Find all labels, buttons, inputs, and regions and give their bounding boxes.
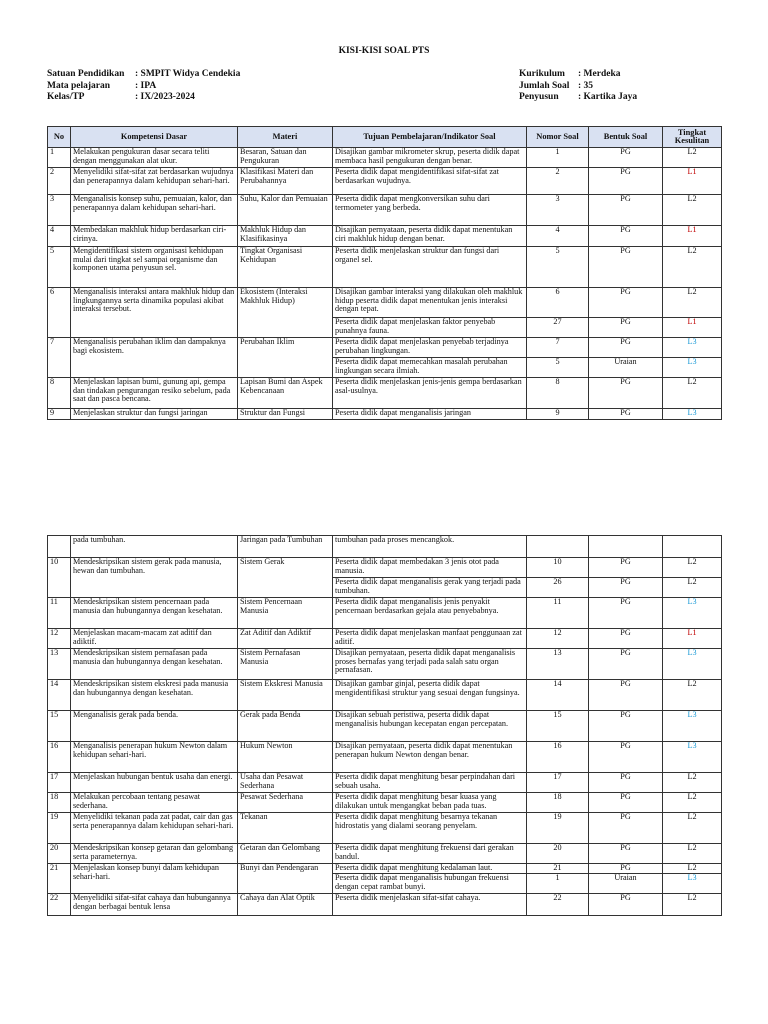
row-number: 3	[48, 195, 71, 226]
materi-cell: Ekosistem (Interaksi Makhluk Hidup)	[238, 288, 333, 338]
info-label: Mata pelajaran	[47, 80, 111, 91]
tingkat-kesulitan-cell: L2	[663, 247, 722, 288]
kisi-table-page-2	[47, 535, 722, 916]
header-materi: Materi	[238, 127, 333, 148]
tingkat-kesulitan-cell: L1	[663, 168, 722, 195]
tingkat-kesulitan-cell: L3	[663, 649, 722, 680]
table-row	[48, 195, 722, 226]
bentuk-soal-cell: PG	[589, 793, 663, 813]
tujuan-cell: Peserta didik dapat menghitung besar perpindahan dari sebuah usaha.	[333, 773, 527, 793]
header-kompetensi-dasar: Kompetensi Dasar	[71, 127, 238, 148]
tujuan-cell: Peserta didik dapat menjelaskan penyebab terjadinya perubahan lingkungan.	[333, 338, 527, 358]
table-row	[48, 793, 722, 813]
materi-cell: Lapisan Bumi dan Aspek Kebencanaan	[238, 378, 333, 409]
table-body	[48, 536, 722, 916]
row-number: 2	[48, 168, 71, 195]
materi-cell: Sistem Pernafasan Manusia	[238, 649, 333, 680]
bentuk-soal-cell: PG	[589, 742, 663, 773]
tingkat-kesulitan-cell: L3	[663, 598, 722, 629]
info-label: Satuan Pendidikan	[47, 69, 125, 79]
tujuan-cell: Peserta didik dapat memecahkan masalah perubahan lingkungan secara ilmiah.	[333, 358, 527, 378]
tingkat-kesulitan-cell: L2	[663, 844, 722, 864]
materi-cell: Perubahan Iklim	[238, 338, 333, 378]
tujuan-cell: Disajikan pernyataan, peserta didik dapat menentukan ciri makhluk hidup dengan benar.	[333, 226, 527, 247]
materi-cell: Bunyi dan Pendengaran	[238, 864, 333, 894]
bentuk-soal-cell: PG	[589, 680, 663, 711]
kompetensi-dasar-cell: Mendeskripsikan sistem pernafasan pada manusia dan hubungannya dengan kesehatan.	[71, 649, 238, 680]
table-header-row	[48, 127, 722, 148]
table-row	[48, 148, 722, 168]
row-number: 21	[48, 864, 71, 894]
kompetensi-dasar-cell: Mendeskripsikan sistem gerak pada manusia, hewan dan tumbuhan.	[71, 558, 238, 598]
nomor-soal-cell: 8	[527, 378, 589, 409]
tingkat-kesulitan-cell: L3	[663, 409, 722, 420]
table-row	[48, 742, 722, 773]
tujuan-cell: Disajikan gambar mikrometer skrup, peserta didik dapat membaca hasil pengukuran dengan benar.	[333, 148, 527, 168]
header-nomor-soal: Nomor Soal	[527, 127, 589, 148]
tingkat-kesulitan-cell: L1	[663, 318, 722, 338]
nomor-soal-cell: 19	[527, 813, 589, 844]
nomor-soal-cell: 20	[527, 844, 589, 864]
row-number: 17	[48, 773, 71, 793]
tujuan-cell: Peserta didik dapat menghitung frekuensi dari gerakan bandul.	[333, 844, 527, 864]
tujuan-cell: Peserta didik menjelaskan sifat-sifat cahaya.	[333, 894, 527, 916]
info-left	[47, 69, 240, 104]
info-value: : IPA	[135, 80, 157, 91]
row-number: 1	[48, 148, 71, 168]
kompetensi-dasar-cell: Mengidentifikasi sistem organisasi kehidupan mulai dari tingkat sel sampai organisme dan komponen utama penyusun sel.	[71, 247, 238, 288]
tujuan-cell: Peserta didik dapat membedakan 3 jenis otot pada manusia.	[333, 558, 527, 578]
materi-cell: Gerak pada Benda	[238, 711, 333, 742]
row-number: 15	[48, 711, 71, 742]
row-number: 20	[48, 844, 71, 864]
table-row	[48, 338, 722, 358]
info-row-kurikulum	[519, 69, 637, 81]
row-number: 18	[48, 793, 71, 813]
tujuan-cell: Disajikan pernyataan, peserta didik dapat menganalisis proses bernafas yang terjadi pada salah satu organ pernafasan.	[333, 649, 527, 680]
info-row-kelas	[47, 92, 240, 104]
row-number: 5	[48, 247, 71, 288]
info-label: Kurikulum	[519, 69, 565, 79]
row-number	[48, 536, 71, 558]
tingkat-kesulitan-cell: L2	[663, 864, 722, 874]
row-number: 13	[48, 649, 71, 680]
bentuk-soal-cell: PG	[589, 168, 663, 195]
materi-cell: Sistem Gerak	[238, 558, 333, 598]
materi-cell: Zat Aditif dan Adiktif	[238, 629, 333, 649]
kompetensi-dasar-cell: Menyelidiki tekanan pada zat padat, cair dan gas serta penerapannya dalam kehidupan sehari-hari.	[71, 813, 238, 844]
materi-cell: Getaran dan Gelombang	[238, 844, 333, 864]
nomor-soal-cell: 1	[527, 148, 589, 168]
tujuan-cell: Peserta didik dapat menghitung kedalaman laut.	[333, 864, 527, 874]
info-row-penyusun	[519, 92, 637, 104]
info-label: Penyusun	[519, 92, 559, 102]
tujuan-cell: Disajikan gambar ginjal, peserta didik dapat mengidentifikasi struktur yang sesuai dengan fungsinya.	[333, 680, 527, 711]
table-row	[48, 864, 722, 874]
materi-cell: Cahaya dan Alat Optik	[238, 894, 333, 916]
kompetensi-dasar-cell: Menjelaskan konsep bunyi dalam kehidupan sehari-hari.	[71, 864, 238, 894]
table-row	[48, 226, 722, 247]
tujuan-cell: Disajikan gambar interaksi yang dilakukan oleh makhluk hidup peserta didik dapat menentukan jenis interaksi dengan tepat.	[333, 288, 527, 318]
tingkat-kesulitan-cell: L2	[663, 578, 722, 598]
row-number: 7	[48, 338, 71, 378]
bentuk-soal-cell: PG	[589, 711, 663, 742]
materi-cell: Makhluk Hidup dan Klasifikasinya	[238, 226, 333, 247]
table-row	[48, 168, 722, 195]
table-row	[48, 288, 722, 318]
nomor-soal-cell: 17	[527, 773, 589, 793]
tujuan-cell: Peserta didik menjelaskan jenis-jenis gempa berdasarkan asal-usulnya.	[333, 378, 527, 409]
nomor-soal-cell: 14	[527, 680, 589, 711]
row-number: 8	[48, 378, 71, 409]
kompetensi-dasar-cell: Menganalisis interaksi antara makhluk hidup dan lingkungannya serta dinamika populasi akibat interaksi tersebut.	[71, 288, 238, 338]
materi-cell: Tingkat Organisasi Kehidupan	[238, 247, 333, 288]
tujuan-cell: Peserta didik dapat menganalisis jaringan	[333, 409, 527, 420]
info-label: Jumlah Soal	[519, 80, 570, 91]
table-row	[48, 773, 722, 793]
row-number: 19	[48, 813, 71, 844]
tingkat-kesulitan-cell: L2	[663, 793, 722, 813]
tujuan-cell: Peserta didik dapat menganalisis gerak yang terjadi pada tumbuhan.	[333, 578, 527, 598]
info-value: : Kartika Jaya	[578, 92, 638, 102]
document-title: KISI-KISI SOAL PTS	[338, 46, 430, 56]
info-row-satuan	[47, 69, 240, 81]
nomor-soal-cell: 16	[527, 742, 589, 773]
tingkat-kesulitan-cell: L2	[663, 288, 722, 318]
nomor-soal-cell: 5	[527, 247, 589, 288]
table-row	[48, 247, 722, 288]
table-body	[48, 148, 722, 420]
nomor-soal-cell: 6	[527, 288, 589, 318]
nomor-soal-cell: 10	[527, 558, 589, 578]
tingkat-kesulitan-cell: L2	[663, 773, 722, 793]
tujuan-cell: Peserta didik dapat menjelaskan manfaat penggunaan zat aditif.	[333, 629, 527, 649]
materi-cell: Struktur dan Fungsi	[238, 409, 333, 420]
tingkat-kesulitan-cell: L2	[663, 894, 722, 916]
kompetensi-dasar-cell: Menjelaskan struktur dan fungsi jaringan	[71, 409, 238, 420]
nomor-soal-cell	[527, 536, 589, 558]
tingkat-kesulitan-cell: L2	[663, 195, 722, 226]
tujuan-cell: Peserta didik dapat menghitung besarnya tekanan hidrostatis yang dialami seorang penyelam.	[333, 813, 527, 844]
bentuk-soal-cell: PG	[589, 288, 663, 318]
kompetensi-dasar-cell: Menjelaskan lapisan bumi, gunung api, gempa dan tindakan pengurangan resiko sebelum, pada saat dan pasca bencana.	[71, 378, 238, 409]
table-row	[48, 680, 722, 711]
bentuk-soal-cell: PG	[589, 629, 663, 649]
table-row	[48, 598, 722, 629]
bentuk-soal-cell: PG	[589, 409, 663, 420]
bentuk-soal-cell: PG	[589, 844, 663, 864]
info-value: : IX/2023-2024	[135, 92, 195, 102]
bentuk-soal-cell: PG	[589, 598, 663, 629]
tingkat-kesulitan-cell: L3	[663, 338, 722, 358]
tujuan-cell: Disajikan sebuah peristiwa, peserta didik dapat menganalisis hubungan kecepatan engan percepatan.	[333, 711, 527, 742]
kompetensi-dasar-cell: Menganalisis penerapan hukum Newton dalam kehidupan sehari-hari.	[71, 742, 238, 773]
tingkat-kesulitan-cell: L2	[663, 813, 722, 844]
kompetensi-dasar-cell: Menyelidiki sifat-sifat zat berdasarkan wujudnya dan penerapannya dalam kehidupan sehari-hari.	[71, 168, 238, 195]
kompetensi-dasar-cell: Melakukan percobaan tentang pesawat sederhana.	[71, 793, 238, 813]
table-row	[48, 894, 722, 916]
row-number: 4	[48, 226, 71, 247]
info-row-mapel	[47, 81, 240, 93]
bentuk-soal-cell: PG	[589, 558, 663, 578]
table-row	[48, 409, 722, 420]
kompetensi-dasar-cell: pada tumbuhan.	[71, 536, 238, 558]
nomor-soal-cell: 18	[527, 793, 589, 813]
nomor-soal-cell: 5	[527, 358, 589, 378]
row-number: 10	[48, 558, 71, 598]
tujuan-cell: Disajikan pernyataan, peserta didik dapat menentukan penerapan hukum Newton dengan benar.	[333, 742, 527, 773]
tujuan-cell: Peserta didik menjelaskan struktur dan fungsi dari organel sel.	[333, 247, 527, 288]
kompetensi-dasar-cell: Menganalisis perubahan iklim dan dampaknya bagi ekosistem.	[71, 338, 238, 378]
bentuk-soal-cell: PG	[589, 773, 663, 793]
header-tujuan: Tujuan Pembelajaran/Indikator Soal	[333, 127, 527, 148]
table-row	[48, 378, 722, 409]
info-value: : 35	[578, 80, 594, 91]
row-number: 12	[48, 629, 71, 649]
nomor-soal-cell: 22	[527, 894, 589, 916]
bentuk-soal-cell: PG	[589, 578, 663, 598]
tingkat-kesulitan-cell	[663, 536, 722, 558]
tujuan-cell: Peserta didik dapat menghitung besar kuasa yang dilakukan untuk mengangkat beban pada tuas.	[333, 793, 527, 813]
nomor-soal-cell: 27	[527, 318, 589, 338]
materi-cell: Usaha dan Pesawat Sederhana	[238, 773, 333, 793]
info-row-jumlah	[519, 81, 637, 93]
info-label: Kelas/TP	[47, 92, 85, 102]
bentuk-soal-cell: PG	[589, 318, 663, 338]
tingkat-kesulitan-cell: L3	[663, 358, 722, 378]
nomor-soal-cell: 12	[527, 629, 589, 649]
nomor-soal-cell: 7	[527, 338, 589, 358]
materi-cell: Pesawat Sederhana	[238, 793, 333, 813]
nomor-soal-cell: 13	[527, 649, 589, 680]
kisi-table-page-1	[47, 126, 722, 420]
table-row	[48, 629, 722, 649]
bentuk-soal-cell: Uraian	[589, 874, 663, 894]
row-number: 9	[48, 409, 71, 420]
nomor-soal-cell: 4	[527, 226, 589, 247]
bentuk-soal-cell: Uraian	[589, 358, 663, 378]
kompetensi-dasar-cell: Menjelaskan hubungan bentuk usaha dan energi.	[71, 773, 238, 793]
bentuk-soal-cell: PG	[589, 864, 663, 874]
bentuk-soal-cell: PG	[589, 813, 663, 844]
info-value: : Merdeka	[578, 69, 621, 79]
materi-cell: Tekanan	[238, 813, 333, 844]
kompetensi-dasar-cell: Melakukan pengukuran dasar secara teliti dengan menggunakan alat ukur.	[71, 148, 238, 168]
materi-cell: Suhu, Kalor dan Pemuaian	[238, 195, 333, 226]
bentuk-soal-cell: PG	[589, 378, 663, 409]
table-row	[48, 711, 722, 742]
nomor-soal-cell: 21	[527, 864, 589, 874]
tujuan-cell: Peserta didik dapat menganalisis hubungan frekuensi dengan cepat rambat bunyi.	[333, 874, 527, 894]
bentuk-soal-cell: PG	[589, 195, 663, 226]
info-right	[519, 69, 637, 104]
tingkat-kesulitan-cell: L3	[663, 874, 722, 894]
tingkat-kesulitan-cell: L2	[663, 558, 722, 578]
header-bentuk-soal: Bentuk Soal	[589, 127, 663, 148]
nomor-soal-cell: 26	[527, 578, 589, 598]
kompetensi-dasar-cell: Menganalisis gerak pada benda.	[71, 711, 238, 742]
tingkat-kesulitan-cell: L2	[663, 680, 722, 711]
row-number: 22	[48, 894, 71, 916]
table-row	[48, 536, 722, 558]
header-tingkat-kesulitan: Tingkat Kesulitan	[663, 127, 722, 148]
tujuan-cell: tumbuhan pada proses mencangkok.	[333, 536, 527, 558]
nomor-soal-cell: 15	[527, 711, 589, 742]
tingkat-kesulitan-cell: L1	[663, 629, 722, 649]
materi-cell: Besaran, Satuan dan Pengukuran	[238, 148, 333, 168]
tujuan-cell: Peserta didik dapat mengkonversikan suhu dari termometer yang berbeda.	[333, 195, 527, 226]
header-no: No	[48, 127, 71, 148]
row-number: 16	[48, 742, 71, 773]
kompetensi-dasar-cell: Menjelaskan macam-macam zat aditif dan adiktif.	[71, 629, 238, 649]
materi-cell: Sistem Ekskresi Manusia	[238, 680, 333, 711]
kompetensi-dasar-cell: Menganalisis konsep suhu, pemuaian, kalor, dan penerapannya dalam kehidupan sehari-hari.	[71, 195, 238, 226]
tujuan-cell: Peserta didik dapat mengidentifikasi sifat-sifat zat berdasarkan wujudnya.	[333, 168, 527, 195]
bentuk-soal-cell	[589, 536, 663, 558]
bentuk-soal-cell: PG	[589, 649, 663, 680]
kompetensi-dasar-cell: Mendeskripsikan sistem pencernaan pada manusia dan hubungannya dengan kesehatan.	[71, 598, 238, 629]
table-row	[48, 558, 722, 578]
tingkat-kesulitan-cell: L3	[663, 711, 722, 742]
tingkat-kesulitan-cell: L2	[663, 378, 722, 409]
materi-cell: Sistem Pencernaan Manusia	[238, 598, 333, 629]
bentuk-soal-cell: PG	[589, 148, 663, 168]
tujuan-cell: Peserta didik dapat menganalisis jenis penyakit pencernaan berdasarkan gejala atau penyebabnya.	[333, 598, 527, 629]
nomor-soal-cell: 11	[527, 598, 589, 629]
nomor-soal-cell: 3	[527, 195, 589, 226]
bentuk-soal-cell: PG	[589, 247, 663, 288]
kompetensi-dasar-cell: Mendeskripsikan konsep getaran dan gelombang serta parameternya.	[71, 844, 238, 864]
tingkat-kesulitan-cell: L2	[663, 148, 722, 168]
row-number: 11	[48, 598, 71, 629]
tingkat-kesulitan-cell: L1	[663, 226, 722, 247]
table-row	[48, 649, 722, 680]
kompetensi-dasar-cell: Mendeskripsikan sistem ekskresi pada manusia dan hubungannya dengan kesehatan.	[71, 680, 238, 711]
bentuk-soal-cell: PG	[589, 338, 663, 358]
nomor-soal-cell: 9	[527, 409, 589, 420]
materi-cell: Klasifikasi Materi dan Perubahannya	[238, 168, 333, 195]
row-number: 14	[48, 680, 71, 711]
materi-cell: Hukum Newton	[238, 742, 333, 773]
nomor-soal-cell: 1	[527, 874, 589, 894]
kompetensi-dasar-cell: Menyelidiki sifat-sifat cahaya dan hubungannya dengan berbagai bentuk lensa	[71, 894, 238, 916]
bentuk-soal-cell: PG	[589, 894, 663, 916]
table-row	[48, 844, 722, 864]
bentuk-soal-cell: PG	[589, 226, 663, 247]
materi-cell: Jaringan pada Tumbuhan	[238, 536, 333, 558]
table-row	[48, 813, 722, 844]
tingkat-kesulitan-cell: L3	[663, 742, 722, 773]
kompetensi-dasar-cell: Membedakan makhluk hidup berdasarkan ciri-cirinya.	[71, 226, 238, 247]
tujuan-cell: Peserta didik dapat menjelaskan faktor penyebab punahnya fauna.	[333, 318, 527, 338]
row-number: 6	[48, 288, 71, 338]
info-value: : SMPIT Widya Cendekia	[135, 69, 241, 79]
nomor-soal-cell: 2	[527, 168, 589, 195]
